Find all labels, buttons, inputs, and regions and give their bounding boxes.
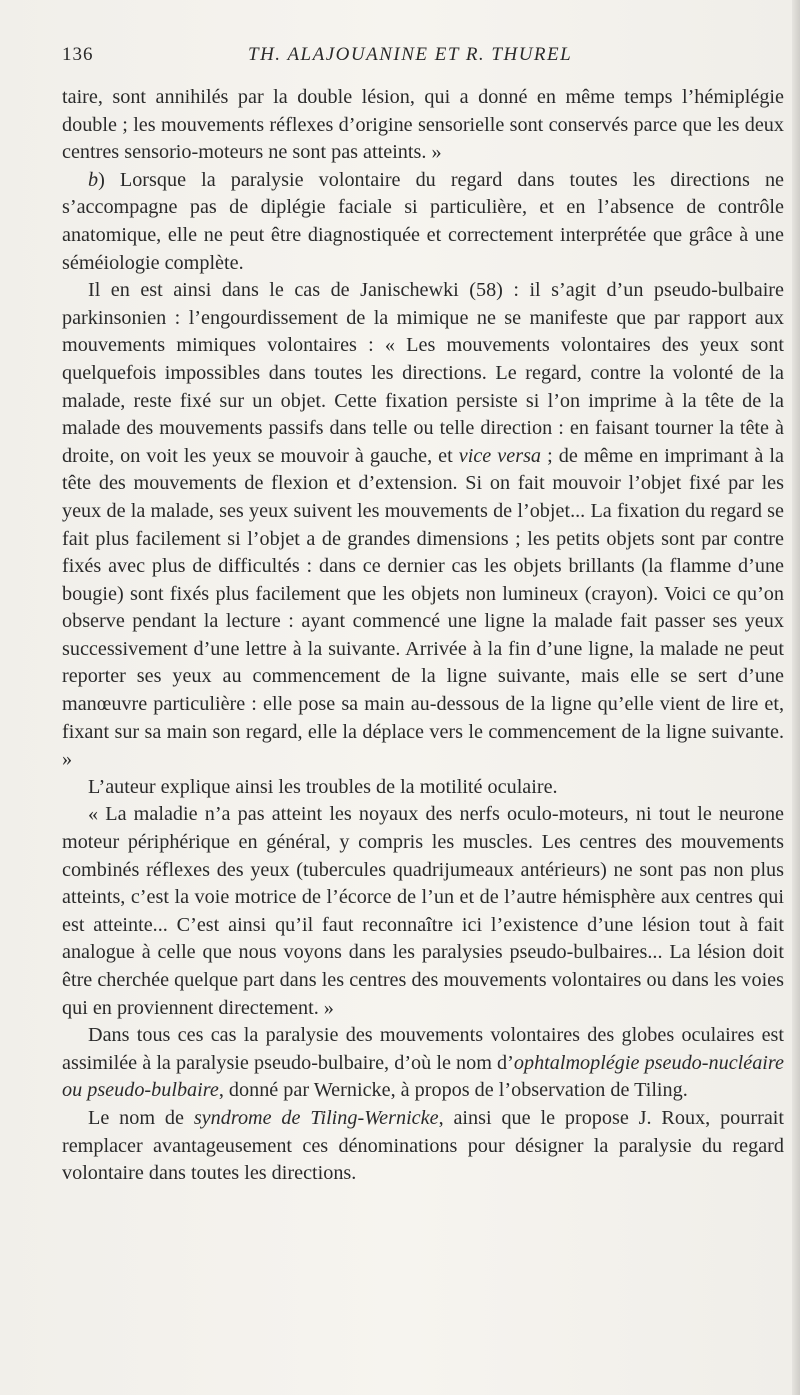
italic-text: b [88,168,99,191]
body-text [62,84,784,1188]
text-run: taire, sont annihilés par la double lésion, qui a donné en même temps l’hémiplégie double ; les mouvements réflexes d’origine sensorielle sont conservés parce que les deux centres sensorio-moteurs ne sont pas atteints. » [62,86,784,164]
paragraph-7 [62,1105,784,1188]
page-header [62,44,762,70]
italic-text: syndrome de Tiling-Wernicke [193,1106,439,1129]
paragraph-6 [62,1022,784,1105]
paragraph-4 [62,774,784,802]
paragraph-3 [62,277,784,774]
running-title: TH. ALAJOUANINE ET R. THUREL [248,44,573,65]
text-run: « La maladie n’a pas atteint les noyaux des nerfs oculo-moteurs, ni tout le neurone moteur périphérique en général, y compris les muscles. Les centres des mouvements combinés réflexes des yeux (tubercules quadrijumeaux antérieurs) ne sont pas non plus atteints, c’est la voie motrice de l’écorce de l’un et de l’autre hémisphère aux centres qui est atteinte... C’est ainsi qu’il faut reconnaître ici l’existence d’une lésion tout à fait analogue à celle que nous voyons dans les paralysies pseudo-bulbaires... La lésion doit être cherchée quelque part dans les centres des mouvements volontaires ou dans les voies qui en proviennent directement. » [62,803,784,1019]
text-run: L’auteur explique ainsi les troubles de la motilité oculaire. [88,775,558,798]
paragraph-1 [62,84,784,167]
text-run: , donné par Wernicke, à propos de l’observation de Tiling. [218,1079,688,1102]
paragraph-2 [62,167,784,277]
text-run: Dans tous ces cas la paralysie des mouvements volontaires des globes oculaires est assimilée à la paralysie pseudo-bulbaire, d’où le nom d’ [62,1024,784,1074]
text-run: Le nom de [88,1106,194,1129]
page-number: 136 [62,44,94,65]
italic-text: ophtalmoplégie pseudo-nucléaire ou pseudo-bulbaire [62,1051,784,1102]
text-run: ; de même en imprimant à la tête des mouvements de flexion et d’extension. Si on fait mouvoir l’objet fixé par les yeux de la malade, ses yeux suivent les mouvements de l’objet... La fixation du regard se fait plus facilement si l’objet a de grandes dimensions ; les petits objets sont par contre fixés avec plus de difficultés : dans ce dernier cas les objets brillants (la flamme d’une bougie) sont fixés plus facilement que les objets non lumineux (crayon). Voici ce qu’on observe pendant la lecture : ayant commencé une ligne la malade fait passer ses yeux successivement d’une lettre à la suivante. Arrivée à la fin d’une ligne, la malade ne peut reporter ses yeux au commencement de la ligne suivante, mais elle se sert d’une manœuvre particulière : elle pose sa main au-dessous de la ligne qu’elle vient de lire et, fixant sur sa main son regard, elle la déplace vers le commencement de la ligne suivante. » [62,444,784,771]
paragraph-5 [62,801,784,1022]
italic-text: vice versa [458,444,542,467]
page-edge [792,0,800,1395]
text-run: Il en est ainsi dans le cas de Janischewki (58) : il s’agit d’un pseudo-bulbaire parkinsonien : l’engourdissement de la mimique ne se manifeste que par rapport aux mouvements mimiques volontaires : « Les mouvements volontaires des yeux sont quelquefois impossibles dans toutes les directions. Le regard, contre la volonté de la malade, reste fixé sur un objet. Cette fixation persiste si l’on imprime à la tête de la malade des mouvements passifs dans telle ou telle direction : en faisant tourner la tête à droite, on voit les yeux se mouvoir à gauche, et [62,279,784,467]
text-run: ) Lorsque la paralysie volontaire du regard dans toutes les directions ne s’accompagne pas de diplégie faciale si particulière, et en l’absence de contrôle anatomique, elle ne peut être diagnostiquée et correctement interprétée que grâce à une séméiologie complète. [62,168,784,274]
text-run: , ainsi que le propose J. Roux, pourrait remplacer avantageusement ces dénominations pour désigner la paralysie du regard volontaire dans toutes les directions. [62,1106,784,1185]
